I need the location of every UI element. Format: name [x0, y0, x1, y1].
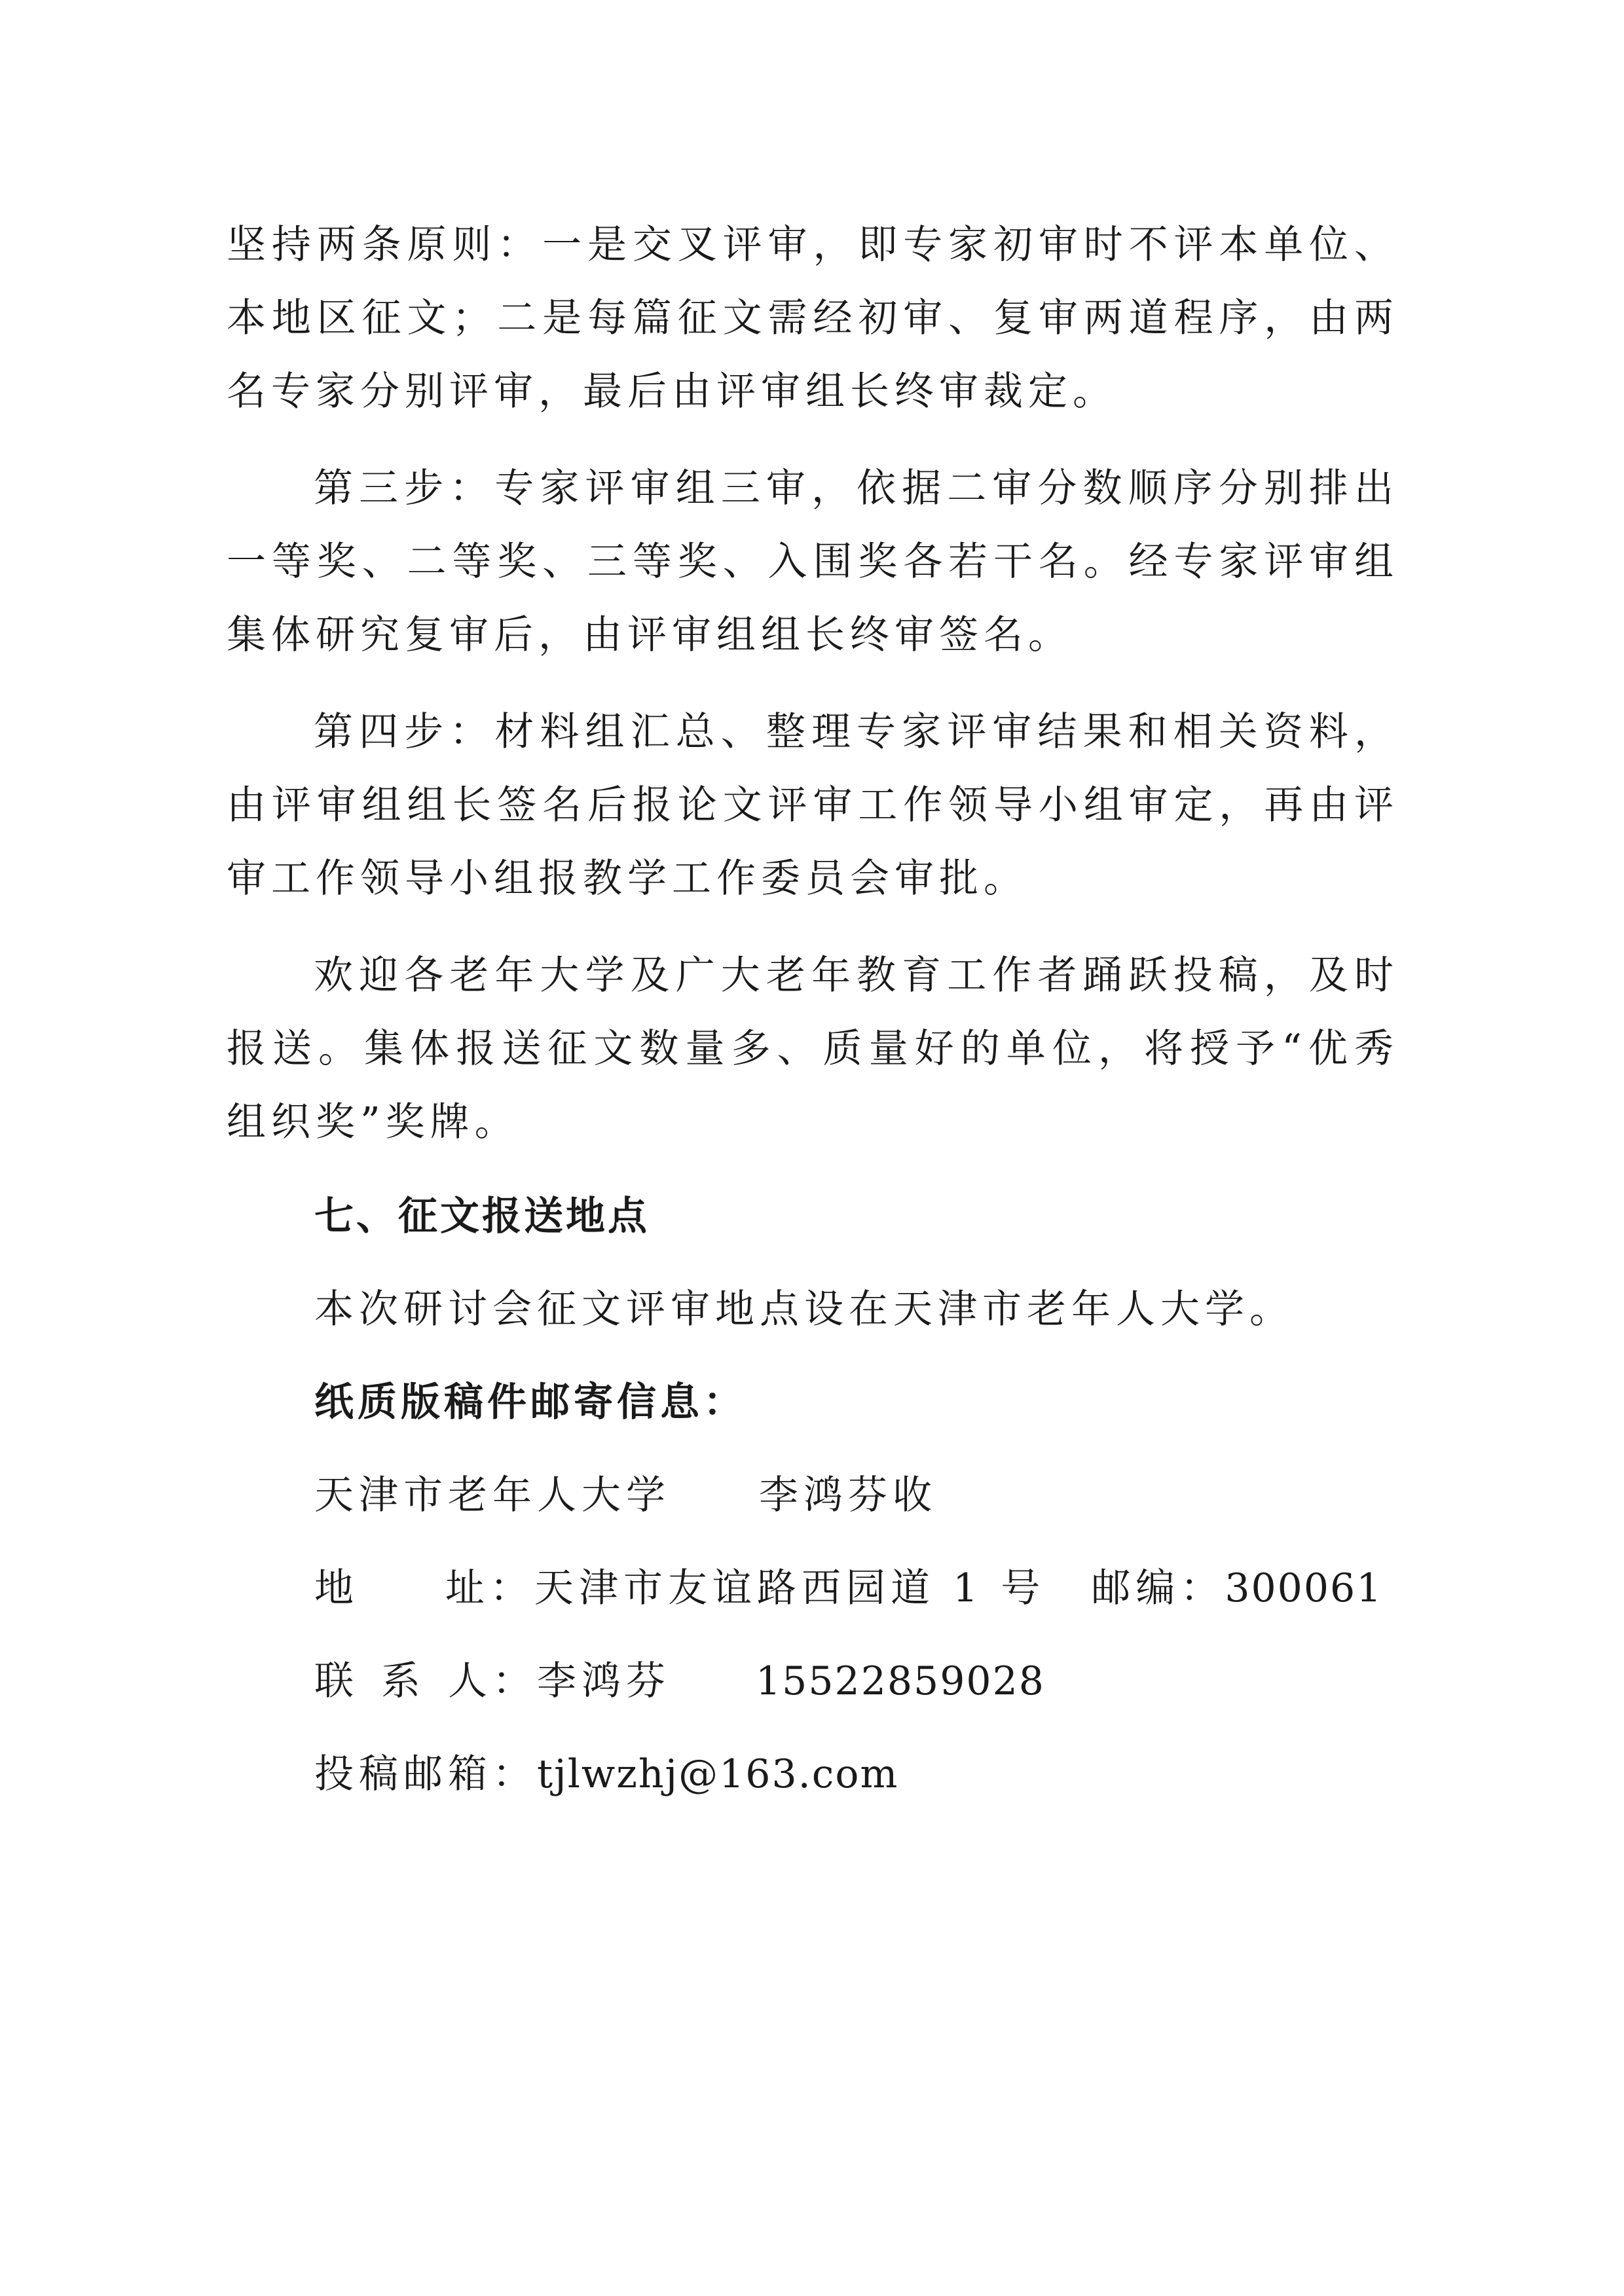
recipient-line	[314, 1469, 937, 1522]
mail-info-label: 纸质版稿件邮寄信息：	[314, 1379, 747, 1425]
address-label-first-char: 地	[314, 1565, 359, 1611]
contact-line	[314, 1655, 1045, 1707]
contact-label-char-3: 人：	[448, 1658, 537, 1704]
contact-label-char-1: 联	[314, 1658, 359, 1704]
email-address: tjlwzhj@163.com	[537, 1751, 899, 1797]
recipient-name: 李鸿芬收	[759, 1472, 937, 1518]
email-line	[314, 1748, 898, 1800]
email-label: 投稿邮箱：	[314, 1751, 537, 1797]
address-label-second-char: 址：	[445, 1565, 534, 1611]
contact-label-char-2: 系	[381, 1658, 426, 1704]
contact-phone: 15522859028	[756, 1658, 1045, 1704]
paragraph-step-four: 第四步：材料组汇总、整理专家评审结果和相关资料，由评审组组长签名后报论文评审工作领导小组审定，再由评审工作领导小组报教学工作委员会审批。	[227, 709, 1399, 902]
paragraph-review-principles: 坚持两条原则：一是交叉评审，即专家初审时不评本单位、本地区征文；二是每篇征文需经初审、复审两道程序，由两名专家分别评审，最后由评审组长终审裁定。	[227, 222, 1399, 414]
postcode-label: 邮编：	[1091, 1565, 1225, 1611]
paragraph-step-three: 第三步：专家评审组三审，依据二审分数顺序分别排出一等奖、二等奖、三等奖、入围奖各若干名。经专家评审组集体研究复审后，由评审组组长终审签名。	[227, 465, 1399, 658]
review-location-text: 本次研讨会征文评审地点设在天津市老年人大学。	[314, 1286, 1294, 1332]
paragraph-welcome-submissions: 欢迎各老年大学及广大老年教育工作者踊跃投稿，及时报送。集体报送征文数量多、质量好的单位，将授予“优秀组织奖”奖牌。	[227, 953, 1399, 1145]
recipient-org: 天津市老年人大学	[314, 1472, 671, 1518]
section-heading-submission-location: 七、征文报送地点	[314, 1194, 650, 1239]
address-value: 天津市友谊路西园道 1 号	[534, 1565, 1046, 1611]
postcode-value: 300061	[1225, 1565, 1383, 1611]
address-line	[314, 1562, 1382, 1614]
contact-name: 李鸿芬	[537, 1658, 671, 1704]
